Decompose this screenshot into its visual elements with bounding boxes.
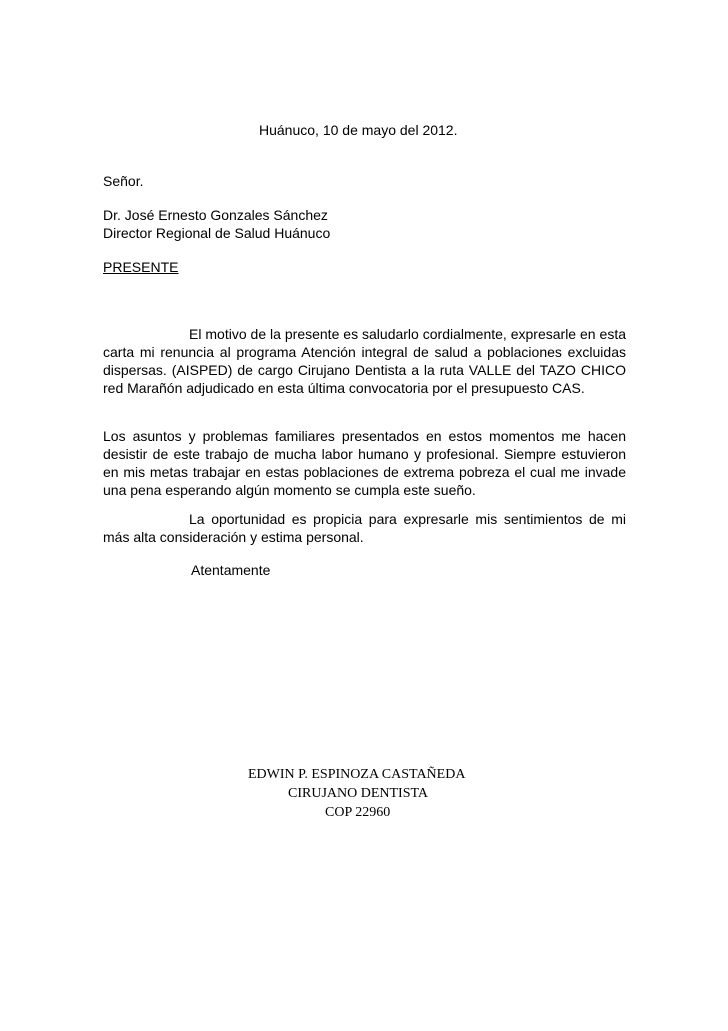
- signature-name: EDWIN P. ESPINOZA CASTAÑEDA: [248, 767, 466, 782]
- presente-heading: PRESENTE: [103, 259, 179, 275]
- body-paragraph-3: [103, 510, 626, 546]
- recipient-name: Dr. José Ernesto Gonzales Sánchez: [103, 207, 328, 223]
- closing-text: Atentamente: [191, 562, 271, 578]
- paragraph-2-text: Los asuntos y problemas familiares presentados en estos momentos me hacen desistir de este trabajo de mucha labor humano y profesional. Siempre estuvieron en mis metas trabajar en estas poblaciones de extrema pobreza el cual me invade una pena esperando algún momento se cumpla este sueño.: [103, 428, 626, 498]
- signature-role: CIRUJANO DENTISTA: [288, 786, 429, 801]
- signature-cop: COP 22960: [325, 805, 391, 820]
- closing: [103, 561, 270, 579]
- letter-date: Huánuco, 10 de mayo del 2012.: [259, 122, 458, 138]
- salutation: Señor.: [103, 173, 144, 189]
- body-paragraph-2: [103, 427, 626, 499]
- paragraph-1-text: El motivo de la presente es saludarlo cordialmente, expresarle en esta carta mi renuncia al programa Atención integral de salud a poblaciones excluidas dispersas. (AISPED) de cargo Cirujano Dentista a la ruta VALLE del TAZO CHICO red Marañón adjudicado en esta última convocatoria por el presupuesto CAS.: [103, 326, 626, 396]
- recipient-title: Director Regional de Salud Huánuco: [103, 225, 331, 241]
- body-paragraph-1: [103, 325, 626, 397]
- paragraph-3-text: La oportunidad es propicia para expresarle mis sentimientos de mi más alta consideración y estima personal.: [103, 511, 626, 545]
